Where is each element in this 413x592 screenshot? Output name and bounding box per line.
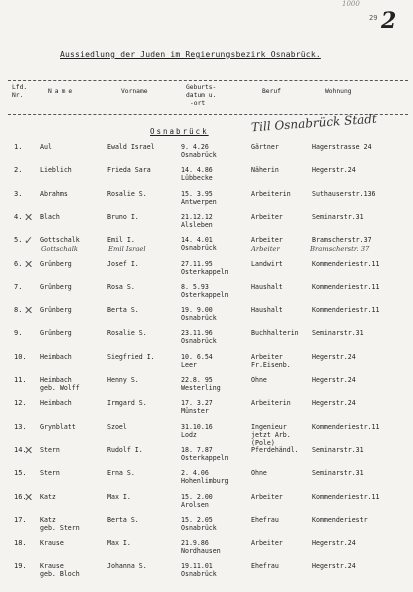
document-title: Aussiedlung der Juden im Regierungsbezirk Osnabrück.	[60, 50, 321, 59]
row-name: Aul	[40, 143, 52, 151]
row-birth-date: 19.11.01	[181, 562, 213, 571]
row-beruf: Arbeiterin	[251, 399, 291, 408]
row-birth-place: Lübbecke	[181, 174, 213, 183]
handwritten-beruf: Arbeiter	[251, 245, 280, 254]
page-number-small: 29	[369, 14, 378, 22]
header-geb-line3: -ort	[190, 100, 206, 107]
list-item	[0, 562, 413, 592]
row-number: 14.	[14, 445, 27, 454]
row-vorname: Max I.	[107, 539, 131, 548]
row-birth-date: 17. 3.27	[181, 399, 213, 408]
header-nr-line1: Lfd.	[12, 84, 28, 91]
row-beruf: Haushalt	[251, 282, 283, 291]
row-beruf: Näherin	[251, 166, 279, 175]
city-heading: Osnabrück	[150, 127, 209, 136]
row-wohnung: Seminarstr.31	[312, 212, 364, 221]
row-beruf: Haushalt	[251, 306, 283, 315]
row-name-birth: geb. Bloch	[40, 570, 80, 579]
row-wohnung: Seminarstr.31	[312, 469, 364, 478]
row-name: Katz	[40, 515, 56, 524]
row-birth-date: 9. 4.26	[181, 143, 209, 151]
row-wohnung: Kommenderiestr.11	[312, 422, 380, 431]
row-name: Grünberg	[40, 259, 72, 268]
row-number: 1.	[14, 143, 23, 151]
pencil-note: 1000	[342, 0, 360, 8]
row-birth-date: 21.12.12	[181, 212, 213, 221]
row-vorname: Henny S.	[107, 376, 139, 384]
row-number: 3.	[14, 189, 23, 198]
row-birth-place: Arolsen	[181, 500, 209, 509]
row-birth-date: 2. 4.06	[181, 469, 209, 478]
row-name: Gottschalk	[40, 236, 80, 245]
row-name: Grynblatt	[40, 422, 76, 431]
row-vorname: Josef I.	[107, 259, 139, 268]
row-wohnung: Bramscherstr.37	[312, 236, 372, 245]
row-vorname: Rosa S.	[107, 282, 135, 291]
row-birth-date: 23.11.96	[181, 329, 213, 338]
row-birth-place: Osnabrück	[181, 523, 217, 532]
row-beruf: Arbeiter	[251, 236, 283, 245]
row-vorname: Rosalie S.	[107, 189, 147, 198]
row-number: 2.	[14, 166, 23, 175]
row-name: Lieblich	[40, 166, 72, 175]
row-name: Grünberg	[40, 282, 72, 291]
row-number: 8.	[14, 306, 23, 315]
row-wohnung: Hegerstr.24	[312, 376, 356, 384]
row-name: Krause	[40, 539, 64, 548]
row-wohnung: Hagerstrasse 24	[312, 143, 372, 151]
row-beruf: Buchhalterin	[251, 329, 299, 338]
pencil-mark: ✕	[24, 304, 34, 318]
pencil-mark: ✕	[24, 443, 34, 457]
row-vorname: Bruno I.	[107, 212, 139, 221]
row-name-birth: geb. Stern	[40, 523, 80, 532]
row-birth-place: Hohenlimburg	[181, 477, 229, 486]
header-rule-top	[8, 80, 408, 81]
row-wohnung: Kommenderiestr.11	[312, 282, 380, 291]
header-nr-line2: Nr.	[12, 92, 24, 99]
row-name: Blach	[40, 212, 60, 221]
row-vorname: Emil I.	[107, 236, 135, 245]
row-birth-place: Lodz	[181, 430, 197, 439]
row-birth-place: Münster	[181, 407, 209, 416]
row-name-birth: geb. Wolff	[40, 384, 80, 392]
row-birth-place: Nordhausen	[181, 547, 221, 556]
pencil-mark: ✓	[24, 234, 34, 248]
pencil-mark: ✕	[24, 210, 34, 224]
row-number: 11.	[14, 376, 27, 384]
row-number: 18.	[14, 539, 27, 548]
row-number: 19.	[14, 562, 27, 571]
row-birth-date: 22.8. 95	[181, 376, 213, 384]
row-beruf: Arbeiter	[251, 539, 283, 548]
row-birth-place: Osnabrück	[181, 337, 217, 346]
row-name: Heimbach	[40, 399, 72, 408]
row-beruf: Pferdehändl.	[251, 445, 299, 454]
row-birth-date: 31.10.16	[181, 422, 213, 431]
row-name: Stern	[40, 445, 60, 454]
page-number: 2	[381, 8, 397, 34]
row-name: Heimbach	[40, 376, 72, 384]
row-wohnung: Hegerstr.24	[312, 352, 356, 361]
row-vorname: Siegfried I.	[107, 352, 155, 361]
header-wohnung: Wohnung	[325, 88, 352, 95]
row-wohnung: Hegerstr.24	[312, 539, 356, 548]
row-number: 12.	[14, 399, 27, 408]
row-birth-place: Leer	[181, 360, 197, 369]
row-name: Stern	[40, 469, 60, 478]
row-beruf: Arbeiter	[251, 212, 283, 221]
row-beruf: Arbeiter	[251, 492, 283, 501]
row-beruf: Ohne	[251, 376, 267, 384]
row-wohnung: Kommenderiestr.11	[312, 306, 380, 315]
row-birth-date: 27.11.95	[181, 259, 213, 268]
row-number: 10.	[14, 352, 27, 361]
row-wohnung: Suthauserstr.136	[312, 189, 376, 198]
row-vorname: Max I.	[107, 492, 131, 501]
city-handwritten-note: Till Osnabrück Stadt	[250, 111, 378, 135]
row-vorname: Rosalie S.	[107, 329, 147, 338]
row-beruf-line2: Fr.Eisenb.	[251, 360, 291, 369]
row-name: Grünberg	[40, 329, 72, 338]
row-number: 4.	[14, 212, 23, 221]
row-beruf: Ohne	[251, 469, 267, 478]
row-beruf-line3: (Pole)	[251, 438, 275, 447]
row-birth-date: 18. 7.87	[181, 445, 213, 454]
header-geb-line2: datum u.	[186, 92, 217, 99]
row-beruf: Arbeiterin	[251, 189, 291, 198]
row-birth-date: 19. 9.00	[181, 306, 213, 315]
row-vorname: Irmgard S.	[107, 399, 147, 408]
header-geb-line1: Geburts-	[186, 84, 217, 91]
pencil-mark: ✕	[24, 257, 34, 271]
row-vorname: Erna S.	[107, 469, 135, 478]
row-birth-place: Osterkappeln	[181, 453, 229, 462]
row-number: 13.	[14, 422, 27, 431]
row-number: 17.	[14, 515, 27, 524]
row-vorname: Rudolf I.	[107, 445, 143, 454]
row-beruf-line2: jetzt Arb.	[251, 430, 291, 439]
row-name: Heimbach	[40, 352, 72, 361]
row-beruf: Ingenieur	[251, 422, 287, 431]
row-vorname: Berta S.	[107, 306, 139, 315]
row-beruf: Ehefrau	[251, 562, 279, 571]
row-wohnung: Hegerstr.24	[312, 166, 356, 175]
row-birth-date: 15. 2.05	[181, 515, 213, 524]
row-beruf: Arbeiter	[251, 352, 283, 361]
row-wohnung: Kommenderiestr.11	[312, 259, 380, 268]
row-number: 16.	[14, 492, 27, 501]
row-number: 9.	[14, 329, 23, 338]
row-birth-date: 8. 5.93	[181, 282, 209, 291]
row-birth-place: Osterkappeln	[181, 290, 229, 299]
row-name: Katz	[40, 492, 56, 501]
row-wohnung: Hegerstr.24	[312, 399, 356, 408]
row-vorname: Johanna S.	[107, 562, 147, 571]
handwritten-wohnung: Bramscherstr. 37	[310, 245, 370, 254]
row-beruf: Ehefrau	[251, 515, 279, 524]
row-name: Abrahms	[40, 189, 68, 198]
row-number: 6.	[14, 259, 23, 268]
row-birth-date: 10. 6.54	[181, 352, 213, 361]
row-birth-date: 21.9.86	[181, 539, 209, 548]
row-vorname: Frieda Sara	[107, 166, 151, 175]
row-wohnung: Seminarstr.31	[312, 445, 364, 454]
row-vorname: Berta S.	[107, 515, 139, 524]
row-wohnung: Kommenderiestr	[312, 515, 368, 524]
row-beruf: Landwirt	[251, 259, 283, 268]
row-birth-place: Osnabrück	[181, 151, 217, 159]
row-birth-date: 15. 2.00	[181, 492, 213, 501]
row-birth-place: Westerling	[181, 384, 221, 392]
header-vorname: Vorname	[121, 88, 148, 95]
row-birth-place: Osnabrück	[181, 244, 217, 253]
row-wohnung: Seminarstr.31	[312, 329, 364, 338]
row-birth-place: Osterkappeln	[181, 267, 229, 276]
row-number: 15.	[14, 469, 27, 478]
row-birth-place: Osnabrück	[181, 570, 217, 579]
row-birth-place: Alsleben	[181, 220, 213, 229]
row-birth-place: Antwerpen	[181, 197, 217, 206]
handwritten-vorname: Emil Israel	[108, 245, 146, 254]
header-nr	[12, 84, 27, 100]
header-beruf: Beruf	[262, 88, 281, 95]
row-number: 5.	[14, 236, 23, 245]
row-birth-date: 15. 3.95	[181, 189, 213, 198]
row-birth-place: Osnabrück	[181, 314, 217, 323]
header-geburtsdatum	[186, 84, 216, 108]
row-name: Krause	[40, 562, 64, 571]
row-wohnung: Kommenderiestr.11	[312, 492, 380, 501]
pencil-mark: ✕	[24, 490, 34, 504]
row-wohnung: Hegerstr.24	[312, 562, 356, 571]
row-beruf: Gärtner	[251, 143, 279, 151]
row-birth-date: 14. 4.86	[181, 166, 213, 175]
header-name: Name	[48, 88, 76, 95]
row-vorname: Ewald Israel	[107, 143, 155, 151]
row-name: Grünberg	[40, 306, 72, 315]
row-birth-date: 14. 4.01	[181, 236, 213, 245]
row-vorname: Szoel	[107, 422, 127, 431]
handwritten-name: Gottschalk	[41, 245, 79, 254]
row-number: 7.	[14, 282, 23, 291]
